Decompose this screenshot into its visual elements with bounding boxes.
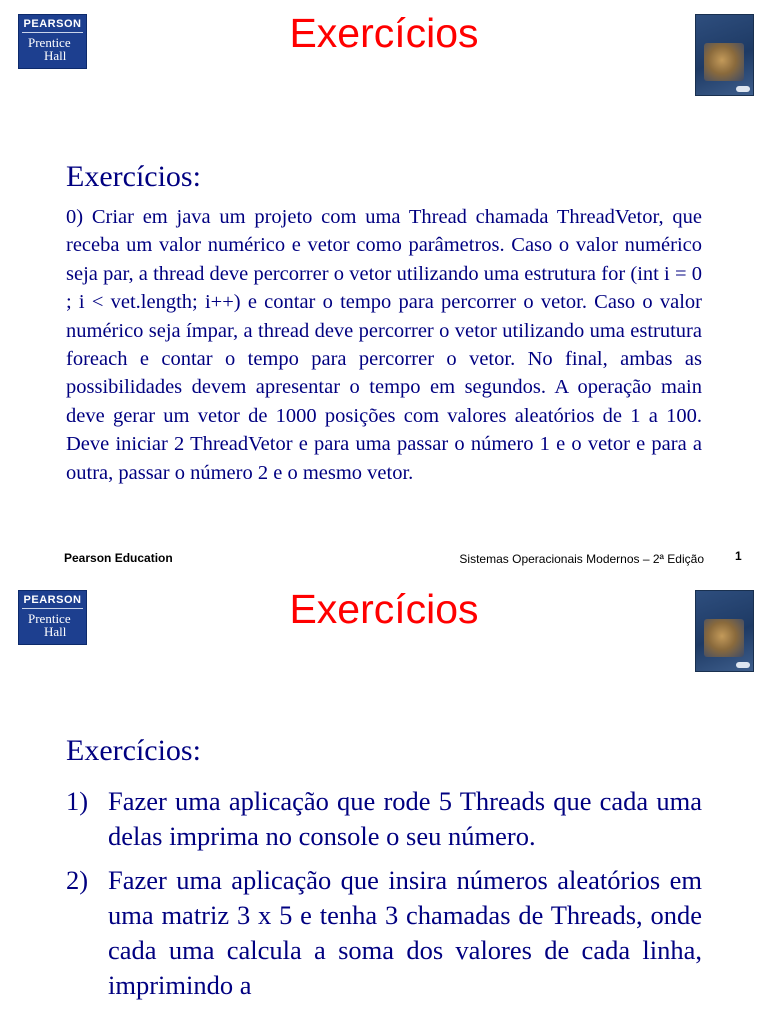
slide-title: Exercícios bbox=[289, 10, 479, 56]
logo-brand: PEARSON bbox=[23, 594, 82, 606]
book-cover-image bbox=[695, 14, 754, 96]
exercise-text: Fazer uma aplicação que insira números aleatórios em uma matriz 3 x 5 e tenha 3 chamadas de Threads, onde cada uma calcula a soma dos valores de cada linha, imprimindo a bbox=[108, 865, 702, 1000]
exercise-0-text: 0) Criar em java um projeto com uma Thread chamada ThreadVetor, que receba um valor numérico e vetor como parâmetros. Caso o valor numérico seja par, a thread deve percorrer o vetor utilizando uma estrutura for (int i = 0 ; i < vet.length; i++) e contar o tempo para percorrer o vetor. Caso o valor numérico seja ímpar, a thread deve percorrer o vetor utilizando uma estrutura foreach e contar o tempo para percorrer o vetor. No final, ambas as possibilidades devem apresentar o tempo em segundos. A operação main deve gerar um vetor de 1000 posições com valores aleatórios de 1 a 100. Deve iniciar 2 ThreadVetor e para uma passar o número 1 e o vetor e para a outra, passar o número 2 e o mesmo vetor. bbox=[66, 206, 702, 484]
section-heading: Exercícios: bbox=[66, 734, 201, 767]
exercise-number: 1) bbox=[66, 786, 89, 816]
book-cover-publisher-mark bbox=[736, 662, 750, 668]
section-heading: Exercícios: bbox=[66, 160, 201, 193]
slide-2 bbox=[0, 576, 768, 1024]
logo-line-1: Prentice bbox=[28, 35, 71, 50]
book-cover-image bbox=[695, 590, 754, 672]
footer-publisher: Pearson Education bbox=[64, 551, 173, 565]
logo-line-2: Hall bbox=[44, 624, 67, 639]
book-cover-publisher-mark bbox=[736, 86, 750, 92]
book-cover-illustration bbox=[704, 619, 744, 657]
logo-brand: PEARSON bbox=[23, 18, 82, 30]
page-number: 1 bbox=[735, 549, 742, 563]
exercise-item-2 bbox=[66, 863, 702, 1003]
exercise-item-1 bbox=[66, 784, 702, 854]
exercise-list bbox=[66, 784, 702, 1012]
slide-title: Exercícios bbox=[289, 586, 479, 632]
exercise-number: 2) bbox=[66, 865, 89, 895]
logo-line-2: Hall bbox=[44, 48, 67, 63]
logo-line-1: Prentice bbox=[28, 611, 71, 626]
book-cover-illustration bbox=[704, 43, 744, 81]
exercise-text: Fazer uma aplicação que rode 5 Threads que cada uma delas imprima no console o seu número. bbox=[108, 786, 702, 851]
footer-book-title: Sistemas Operacionais Modernos – 2ª Edição bbox=[459, 552, 704, 566]
